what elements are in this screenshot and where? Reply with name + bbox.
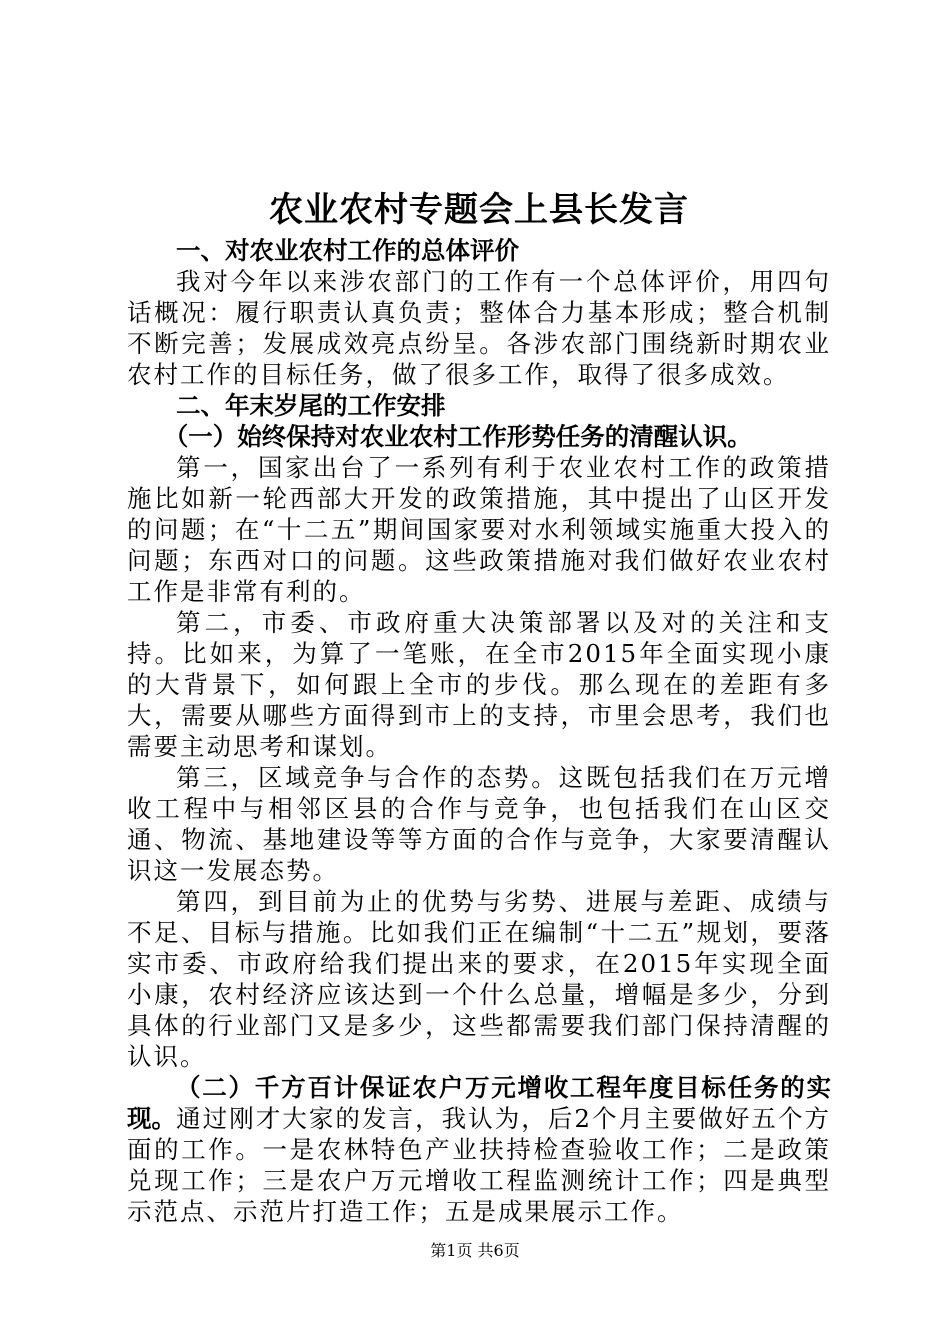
section-1-paragraph: 我对今年以来涉农部门的工作有一个总体评价，用四句话概况：履行职责认真负责；整体合力基本形成；整合机制不断完善；发展成效亮点纷呈。各涉农部门围绕新时期农业农村工作的目标任务，做了很多工作，取得了很多成效。 <box>127 267 831 389</box>
document-page <box>127 185 831 1227</box>
section-heading-2: 二、年末岁尾的工作安排 <box>176 391 446 420</box>
page-footer: 第1页 共6页 <box>430 1241 520 1260</box>
subsection-2-body: 通过刚才大家的发言，我认为，后2个月主要做好五个方面的工作。一是农林特色产业扶持检查验收工作；二是政策兑现工作；三是农户万元增收工程监测统计工作；四是典型示范点、示范片打造工作；五是成果展示工作。 <box>127 1104 831 1226</box>
subsection-2-paragraph <box>127 1072 831 1227</box>
subsection-heading-1: （一）始终保持对农业农村工作形势任务的清醒认识。 <box>163 422 752 451</box>
section-heading-1: 一、对农业农村工作的总体评价 <box>176 236 519 265</box>
paragraph-third: 第三，区域竞争与合作的态势。这既包括我们在万元增收工程中与相邻区县的合作与竞争，也包括我们在山区交通、物流、基地建设等等方面的合作与竞争，大家要清醒认识这一发展态势。 <box>127 763 831 885</box>
paragraph-second: 第二，市委、市政府重大决策部署以及对的关注和支持。比如来，为算了一笔账，在全市2015年全面实现小康的大背景下，如何跟上全市的步伐。那么现在的差距有多大，需要从哪些方面得到市上的支持，市里会思考，我们也需要主动思考和谋划。 <box>127 608 831 761</box>
paragraph-first: 第一，国家出台了一系列有利于农业农村工作的政策措施比如新一轮西部大开发的政策措施，其中提出了山区开发的问题；在“十二五”期间国家要对水利领域实施重大投入的问题；东西对口的问题。这些政策措施对我们做好农业农村工作是非常有利的。 <box>127 453 831 606</box>
document-title: 农业农村专题会上县长发言 <box>269 190 689 230</box>
paragraph-fourth: 第四，到目前为止的优势与劣势、进展与差距、成绩与不足、目标与措施。比如我们正在编制“十二五”规划，要落实市委、市政府给我们提出来的要求，在2015年实现全面小康，农村经济应该达到一个什么总量，增幅是多少，分到具体的行业部门又是多少，这些都需要我们部门保持清醒的认识。 <box>127 887 831 1071</box>
subsection-heading-2: （二）千方百计保证农户万元增收工程年度目标任务的实现。 <box>127 1073 831 1133</box>
